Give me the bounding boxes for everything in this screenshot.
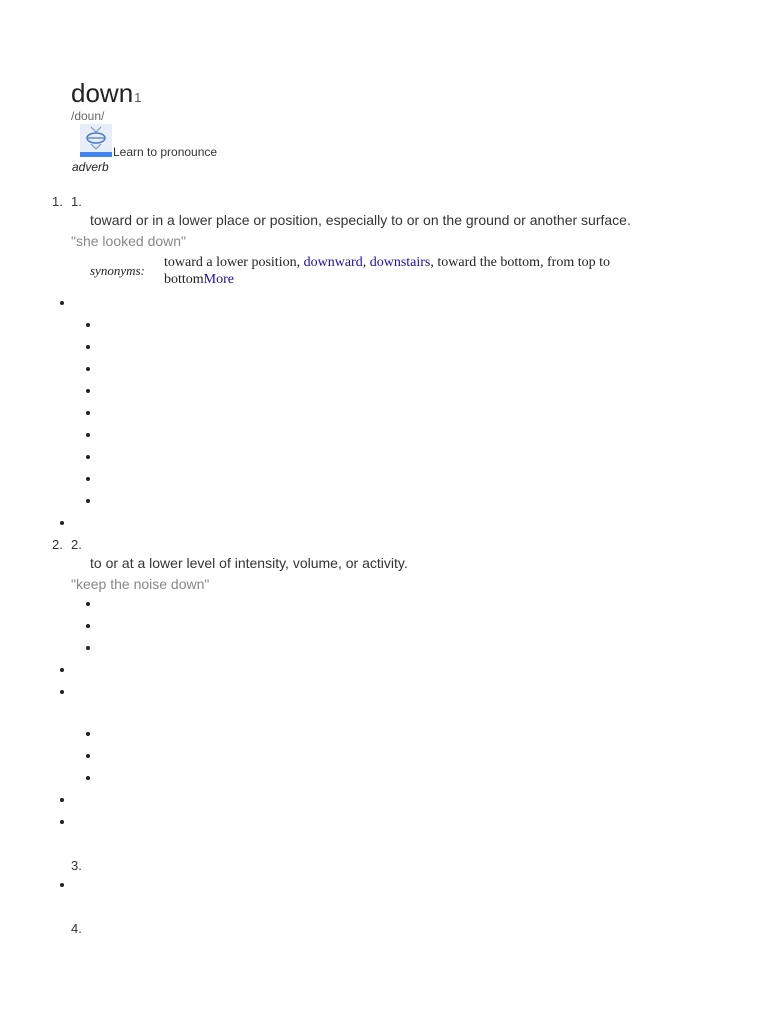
phonetic: /doun/ (71, 109, 105, 123)
list-bullet (60, 301, 64, 305)
synonym-link-downstairs[interactable]: downstairs (369, 255, 431, 270)
list-bullet (86, 433, 90, 437)
list-bullet (60, 690, 64, 694)
list-bullet (60, 820, 64, 824)
list-bullet (86, 754, 90, 758)
list-bullet (86, 499, 90, 503)
list-bullet (60, 668, 64, 672)
sense-1-example: "she looked down" (71, 233, 187, 249)
list-bullet (86, 411, 90, 415)
headword (71, 78, 141, 113)
list-bullet (60, 883, 64, 887)
synonyms-more-link[interactable]: More (203, 272, 234, 287)
sense-2-outer-number: 2. (52, 537, 63, 552)
synonyms-label: synonyms: (90, 263, 145, 278)
list-bullet (60, 798, 64, 802)
part-of-speech: adverb (72, 160, 109, 174)
list-bullet (86, 345, 90, 349)
learn-to-pronounce-link[interactable]: Learn to pronounce (113, 145, 218, 159)
list-bullet (86, 367, 90, 371)
audio-progress-bar (80, 152, 112, 157)
synonym-text: toward a lower position, (164, 255, 304, 270)
sense-1-definition: toward or in a lower place or position, especially to or on the ground or another surface. (90, 212, 631, 228)
homograph-number: 1 (134, 90, 142, 105)
synonym-text: , toward the bottom, from top to bottom (164, 255, 611, 287)
list-bullet (86, 602, 90, 606)
sense-2-example: "keep the noise down" (71, 576, 210, 592)
speaker-wave-icon[interactable] (80, 124, 112, 157)
list-bullet (86, 776, 90, 780)
sense-2-number: 2. (71, 537, 82, 552)
synonym-link-downward[interactable]: downward (303, 255, 363, 270)
sense-2-definition: to or at a lower level of intensity, volume, or activity. (90, 555, 408, 571)
list-bullet (86, 455, 90, 459)
list-bullet (86, 477, 90, 481)
sense-1-outer-number: 1. (52, 194, 63, 209)
sense-1-number: 1. (71, 194, 82, 209)
sense-3-number: 3. (71, 858, 82, 873)
headword-text: down (71, 78, 134, 108)
list-bullet (86, 624, 90, 628)
list-bullet (60, 521, 64, 525)
list-bullet (86, 732, 90, 736)
synonym-separator: , (362, 255, 370, 270)
synonyms-list (164, 254, 654, 288)
list-bullet (86, 389, 90, 393)
sense-4-number: 4. (71, 921, 82, 936)
list-bullet (86, 323, 90, 327)
list-bullet (86, 646, 90, 650)
